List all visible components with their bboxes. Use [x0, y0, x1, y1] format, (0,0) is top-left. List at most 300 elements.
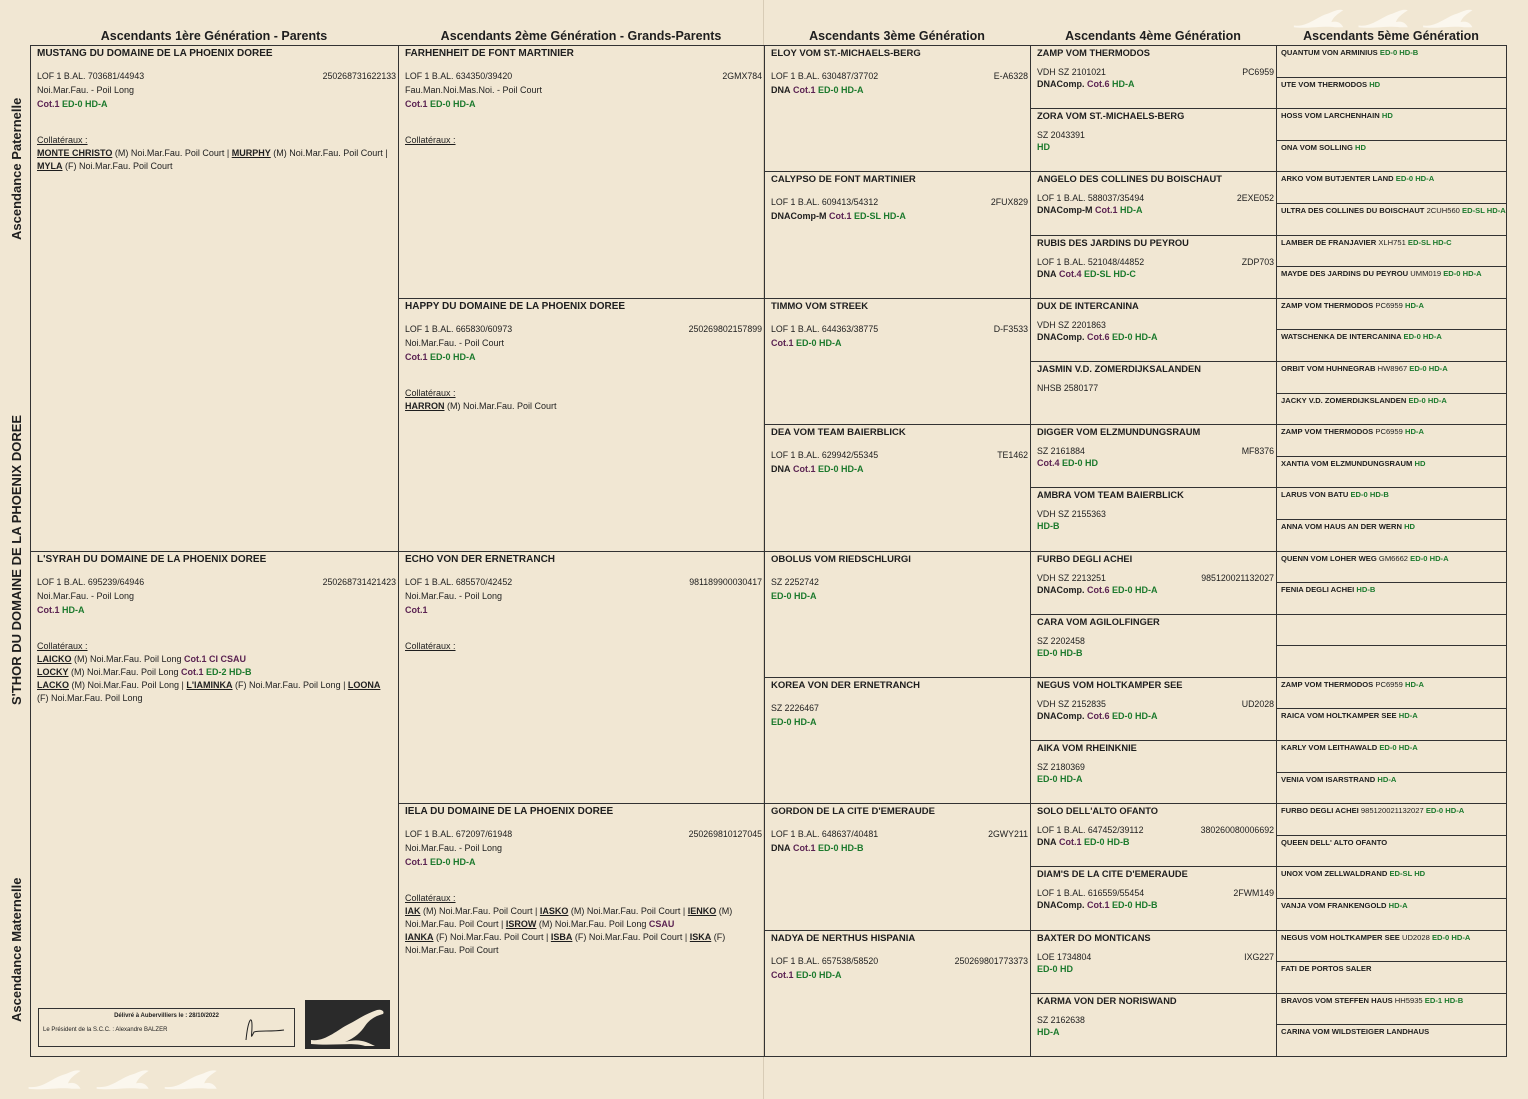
dog-name: QUANTUM VON ARMINIUS: [1281, 48, 1378, 57]
dog-name: FURBO DEGLI ACHEI: [1281, 806, 1359, 816]
dog-name: NEGUS VOM HOLTKAMPER SEE: [1281, 932, 1400, 942]
watermark-dog-icon: [25, 1058, 240, 1098]
gen5-cell: [1276, 961, 1507, 994]
identification-number: PC6959: [1375, 679, 1403, 689]
identification-number: 2FUX829: [990, 197, 1028, 208]
health-results: ED-0 HD-A: [1425, 806, 1465, 816]
identification-number: PC6959: [1375, 300, 1403, 310]
identification-number: UMM019: [1410, 269, 1442, 279]
health-line: [1037, 205, 1276, 215]
registration-row: [405, 324, 762, 334]
grandparent-cell: [398, 45, 765, 299]
health-results: ED-SL HD-C: [1407, 237, 1452, 247]
health-line: [1037, 900, 1276, 910]
dog-name: DEA VOM TEAM BAIERBLICK: [771, 427, 906, 439]
registration-number: LOF 1 B.AL. 588037/35494: [1037, 193, 1145, 204]
dog-name: ZAMP VOM THERMODOS: [1281, 427, 1374, 437]
ancestor-entry: [1281, 301, 1506, 310]
collaterals-label: Collatéraux :: [405, 135, 456, 145]
health-line: [1037, 1027, 1276, 1037]
gen5-cell: [1276, 898, 1507, 931]
gen5-cell: [1276, 551, 1507, 584]
gen4-cell: [1030, 361, 1277, 425]
health-line: [1037, 458, 1276, 468]
dog-name: CARA VOM AGILOLFINGER: [1037, 616, 1160, 627]
registration-row: [405, 71, 762, 81]
health-results: ED-0 HD-B: [1350, 490, 1389, 500]
collateral-name[interactable]: LACKO: [37, 679, 69, 690]
registration-row: [1037, 509, 1274, 519]
dog-name: FARHENHEIT DE FONT MARTINIER: [405, 48, 574, 59]
cotation: Cot.4: [1059, 268, 1082, 279]
collateral-name[interactable]: MYLA: [37, 161, 63, 171]
registration-number: VDH SZ 2101021: [1037, 67, 1106, 77]
dog-name: LAMBER DE FRANJAVIER: [1281, 237, 1377, 247]
collateral-name[interactable]: IAK: [405, 906, 421, 917]
dog-name: IELA DU DOMAINE DE LA PHOENIX DOREE: [405, 806, 614, 818]
gen4-cell: [1030, 866, 1277, 930]
registration-row: [1037, 952, 1274, 962]
cotation: Cot.4: [1037, 458, 1060, 469]
identification-number: PC6959: [1242, 67, 1274, 77]
gen5-cell: [1276, 424, 1507, 457]
gen3-cell: [764, 171, 1031, 298]
health-results: ED-0 HD-A: [430, 99, 476, 109]
registration-number: SZ 2202458: [1037, 635, 1085, 646]
registration-number: LOF 1 B.AL. 657538/58520: [771, 955, 879, 966]
identification-number: IXG227: [1244, 951, 1274, 962]
identification-number: 250268731622133: [322, 71, 396, 81]
delivery-date: Délivré à Aubervilliers le : 28/10/2022: [114, 1013, 219, 1019]
gen5-cell: [1276, 361, 1507, 394]
health-results: HD: [1381, 111, 1393, 121]
dog-name: QUENN VOM LOHER WEG: [1281, 553, 1377, 563]
dog-name: MUSTANG DU DOMAINE DE LA PHOENIX DOREE: [37, 48, 273, 59]
health-results: ED-0 HD: [1062, 458, 1099, 469]
registration-row: [1037, 1015, 1274, 1025]
identification-number: UD2028: [1241, 698, 1274, 709]
collateral-name[interactable]: HARRON: [405, 400, 445, 411]
registration-number: LOF 1 B.AL. 629942/55345: [771, 450, 879, 461]
dog-name: XANTIA VOM ELZMUNDUNGSRAUM: [1281, 458, 1413, 468]
collaterals-label: Collatéraux :: [37, 640, 88, 651]
dog-name: UNOX VOM ZELLWALDRAND: [1281, 869, 1388, 879]
dog-name: RAICA VOM HOLTKAMPER SEE: [1281, 711, 1397, 721]
health-results: ED-SL HD: [1389, 869, 1426, 879]
dog-name: ECHO VON DER ERNETRANCH: [405, 553, 556, 565]
collateral-name[interactable]: ISBA: [550, 932, 573, 943]
registration-row: [405, 577, 762, 587]
gen3-cell: [764, 45, 1031, 172]
collateral-name[interactable]: IASKO: [539, 906, 569, 917]
gen5-cell: [1276, 614, 1507, 647]
registration-row: [1037, 257, 1274, 267]
dna-label: DNA: [1037, 837, 1057, 848]
health-results: ED-0 HD-A: [818, 85, 864, 95]
registration-number: NHSB 2580177: [1037, 382, 1099, 393]
registration-row: [1037, 193, 1274, 203]
health-results: ED-0 HD-A: [1037, 774, 1083, 785]
cotation: Cot.6: [1087, 584, 1110, 595]
cotation: Cot.1: [405, 99, 428, 109]
gen3-cell: [764, 677, 1031, 804]
ancestor-entry: [1281, 332, 1506, 341]
gen4-cell: [1030, 298, 1277, 362]
identification-number: 2CUH560: [1426, 205, 1460, 215]
dog-name: DIGGER VOM ELZMUNDUNGSRAUM: [1037, 427, 1201, 438]
dog-name: BRAVOS VOM STEFFEN HAUS: [1281, 995, 1393, 1005]
color-coat: Noi.Mar.Fau. - Poil Long: [37, 85, 135, 95]
identification-number: ZDP703: [1241, 256, 1274, 267]
collateral-name[interactable]: ISROW: [505, 919, 537, 930]
ancestor-entry: [1281, 996, 1506, 1005]
health-results: ED-0 HD-A: [796, 337, 842, 348]
dog-name: KARLY VOM LEITHAWALD: [1281, 743, 1378, 753]
dog-name: BAXTER DO MONTICANS: [1037, 932, 1151, 943]
dog-name: RUBIS DES JARDINS DU PEYROU: [1037, 237, 1189, 248]
registration-row: [771, 956, 1028, 966]
health-line: [1037, 711, 1276, 721]
cotation: Cot.1: [771, 969, 794, 980]
health-line: [771, 338, 1030, 348]
registration-number: LOF 1 B.AL. 703681/44943: [37, 71, 145, 81]
health-results: HD-A: [1404, 427, 1424, 437]
gen4-cell: [1030, 740, 1277, 804]
registration-row: [771, 829, 1028, 839]
dog-name: DIAM'S DE LA CITE D'EMERAUDE: [1037, 869, 1188, 880]
identification-number: 250268731421423: [322, 576, 396, 587]
health-results: HD: [1404, 521, 1416, 531]
dog-name: ONA VOM SOLLING: [1281, 142, 1353, 152]
collateral-name[interactable]: LOCKY: [37, 666, 69, 677]
health-results: ED-0 HD-B: [1379, 48, 1419, 57]
registration-row: [771, 71, 1028, 81]
gen4-cell: [1030, 551, 1277, 615]
collateral-cotation: CSAU: [648, 919, 675, 930]
health-line: [771, 211, 1030, 221]
ancestor-entry: [1281, 680, 1506, 689]
dog-name: NEGUS VOM HOLTKAMPER SEE: [1037, 679, 1183, 690]
dog-name: JACKY V.D. ZOMERDIJKSLANDEN: [1281, 395, 1407, 405]
dog-name: CALYPSO DE FONT MARTINIER: [771, 174, 916, 186]
cotation: Cot.1: [771, 337, 794, 348]
gen5-cell: [1276, 203, 1507, 236]
dog-name: OBOLUS VOM RIEDSCHLURGI: [771, 553, 911, 565]
cotation: Cot.1: [1087, 900, 1110, 911]
registration-number: LOF 1 B.AL. 647452/39112: [1037, 825, 1144, 836]
cotation: Cot.1: [405, 351, 428, 362]
identification-number: HW8967: [1377, 363, 1408, 373]
ancestor-entry: [1281, 585, 1506, 594]
ancestor-entry: [1281, 143, 1506, 152]
dog-name: HAPPY DU DOMAINE DE LA PHOENIX DOREE: [405, 300, 626, 312]
health-line: [1037, 964, 1276, 974]
health-results: HD-A: [1120, 205, 1143, 216]
identification-number: 250269802157899: [688, 323, 762, 334]
gen4-cell: [1030, 677, 1277, 741]
health-results: ED-0 HD-A: [796, 969, 842, 980]
health-results: ED-0 HD-A: [818, 464, 864, 475]
ancestor-entry: [1281, 869, 1506, 878]
health-results: HD: [1037, 142, 1050, 153]
registration-number: SZ 2226467: [771, 702, 819, 713]
health-line: [771, 717, 1030, 727]
dog-name: HOSS VOM LARCHENHAIN: [1281, 111, 1380, 121]
collaterals-label: Collatéraux :: [405, 893, 456, 904]
dna-label: DNAComp-M: [771, 211, 827, 222]
gen5-cell: [1276, 108, 1507, 141]
dog-name: ZORA VOM ST.-MICHAELS-BERG: [1037, 111, 1185, 122]
identification-number: 380260080006692: [1200, 825, 1274, 836]
registration-row: [771, 577, 1028, 587]
collateral-name[interactable]: LOONA: [347, 679, 381, 690]
dog-name: SOLO DELL'ALTO OFANTO: [1037, 806, 1159, 817]
health-results: HD: [1354, 142, 1366, 152]
dna-label: DNAComp-M: [1037, 205, 1093, 216]
gen3-cell: [764, 424, 1031, 551]
registration-row: [1037, 888, 1274, 898]
collateral-name[interactable]: MONTE CHRISTO: [37, 148, 113, 158]
registration-row: [1037, 383, 1274, 393]
health-line: [405, 99, 764, 109]
identification-number: TE1462: [997, 450, 1028, 461]
dog-name: JASMIN V.D. ZOMERDIJKSALANDEN: [1037, 363, 1201, 374]
dog-name: VENIA VOM ISARSTRAND: [1281, 774, 1376, 784]
dog-name: LARUS VON BATU: [1281, 490, 1349, 500]
ancestor-entry: [1281, 364, 1506, 373]
gen4-cell: [1030, 803, 1277, 867]
gen5-cell: [1276, 772, 1507, 805]
color-coat: Noi.Mar.Fau. - Poil Court: [405, 337, 505, 348]
gen4-cell: [1030, 171, 1277, 235]
health-results: ED-0 HD-A: [771, 590, 817, 601]
collaterals-label: Collatéraux :: [405, 640, 456, 651]
health-results: HD-B: [1356, 585, 1376, 595]
identification-number: 2GMX784: [722, 71, 762, 81]
collaterals-list: IAK (M) Noi.Mar.Fau. Poil Court | IASKO (M) Noi.Mar.Fau. Poil Court | IENKO (M) Noi.Mar.Fau. Poil Court | ISROW (M) Noi.Mar.Fau. Poil Long CSAU IANKA (F) Noi.Mar.Fau. Poil Court | ISBA (F) Noi.Mar.Fau. Poil Court | ISKA (F) Noi.Mar.Fau. Poil Court: [405, 906, 733, 956]
dog-name: MAYDE DES JARDINS DU PEYROU: [1281, 269, 1409, 279]
dog-name: ULTRA DES COLLINES DU BOISCHAUT: [1281, 205, 1425, 215]
registration-row: [1037, 446, 1274, 456]
cotation: Cot.1: [405, 857, 428, 868]
registration-number: LOF 1 B.AL. 665830/60973: [405, 323, 513, 334]
identification-number: 985120021132027: [1201, 572, 1274, 583]
ancestor-entry: [1281, 206, 1506, 215]
registration-number: VDH SZ 2152835: [1037, 698, 1106, 709]
registration-number: SZ 2043391: [1037, 130, 1085, 141]
gen4-cell: [1030, 108, 1277, 172]
health-results: HD: [1414, 458, 1426, 468]
gen3-cell: [764, 930, 1031, 1057]
ancestor-entry: [1281, 48, 1506, 57]
registration-number: LOF 1 B.AL. 521048/44852: [1037, 256, 1145, 267]
dog-name: AMBRA VOM TEAM BAIERBLICK: [1037, 490, 1184, 501]
collaterals-list: HARRON (M) Noi.Mar.Fau. Poil Court: [405, 400, 557, 411]
health-line: [1037, 521, 1276, 531]
gen4-cell: [1030, 424, 1277, 488]
registration-row: [1037, 67, 1274, 77]
health-line: [405, 352, 764, 362]
health-line: [1037, 142, 1276, 152]
ancestor-entry: [1281, 806, 1506, 815]
registration-number: LOF 1 B.AL. 630487/37702: [771, 71, 879, 81]
dog-name: NADYA DE NERTHUS HISPANIA: [771, 932, 916, 944]
gen5-cell: [1276, 1024, 1507, 1057]
ancestor-entry: [1281, 238, 1506, 247]
ancestor-entry: [1281, 554, 1506, 563]
dog-name: L'SYRAH DU DOMAINE DE LA PHOENIX DOREE: [37, 553, 267, 565]
cotation: Cot.1: [405, 604, 428, 615]
health-results: ED-0 HD-A: [1112, 710, 1158, 721]
gen5-cell: [1276, 582, 1507, 615]
registration-row: [771, 703, 1028, 713]
collateral-name[interactable]: L'IAMINKA: [186, 679, 233, 690]
gen5-cell: [1276, 298, 1507, 331]
registration-number: LOF 1 B.AL. 672097/61948: [405, 829, 513, 840]
collaterals-label: Collatéraux :: [405, 387, 456, 398]
header-generation-1: Ascendants 1ère Génération - Parents: [100, 29, 328, 43]
health-results: ED-0 HD-A: [1379, 743, 1418, 753]
health-results: ED-SL HD-C: [1084, 268, 1136, 279]
identification-number: UD2028: [1401, 932, 1430, 942]
gen5-cell: [1276, 645, 1507, 678]
health-results: HD-A: [1037, 1026, 1060, 1037]
gen4-cell: [1030, 45, 1277, 109]
registration-row: [1037, 762, 1274, 772]
dog-name: TIMMO VOM STREEK: [771, 300, 869, 312]
identification-number: 250269801773373: [954, 955, 1028, 966]
dog-name: UTE VOM THERMODOS: [1281, 79, 1368, 89]
collateral-name[interactable]: IANKA: [405, 932, 434, 943]
health-line: [771, 85, 1030, 95]
cotation: Cot.1: [1095, 205, 1118, 216]
ancestor-entry: [1281, 427, 1506, 436]
collateral-name[interactable]: ISKA: [689, 932, 712, 943]
health-results: HD: [1369, 79, 1381, 89]
dna-label: DNA: [771, 85, 791, 95]
dog-name: WATSCHENKA DE INTERCANINA: [1281, 332, 1402, 342]
dna-label: DNAComp.: [1037, 900, 1085, 911]
cotation: Cot.6: [1087, 79, 1110, 89]
health-line: [771, 843, 1030, 853]
registration-row: [1037, 573, 1274, 583]
collateral-name[interactable]: MURPHY: [231, 148, 271, 158]
health-results: ED-0 HD-B: [818, 843, 864, 854]
dog-name: ORBIT VOM HUHNEGRAB: [1281, 363, 1376, 373]
health-line: [1037, 79, 1276, 89]
gen4-cell: [1030, 993, 1277, 1057]
collateral-name[interactable]: LAICKO: [37, 653, 72, 664]
gen5-cell: [1276, 487, 1507, 520]
registration-number: VDH SZ 2155363: [1037, 509, 1106, 520]
color-coat: Noi.Mar.Fau. - Poil Long: [405, 843, 503, 854]
collateral-health: ED-2 HD-B: [203, 666, 252, 677]
health-line: [1037, 585, 1276, 595]
dna-label: DNAComp.: [1037, 79, 1085, 89]
dog-name: GORDON DE LA CITE D'EMERAUDE: [771, 806, 935, 818]
watermark-dog-icon: [1285, 0, 1500, 34]
gen5-cell: [1276, 266, 1507, 299]
grandparent-cell: [398, 298, 765, 552]
identification-number: 985120021132027: [1360, 806, 1424, 816]
health-line: [405, 605, 764, 615]
signature: [240, 1010, 288, 1044]
registration-number: SZ 2161884: [1037, 446, 1085, 457]
registration-number: LOF 1 B.AL. 648637/40481: [771, 829, 879, 840]
gen5-cell: [1276, 803, 1507, 836]
registration-number: LOF 1 B.AL. 616559/55454: [1037, 888, 1145, 899]
dog-name: ARKO VOM BUTJENTER LAND: [1281, 174, 1394, 184]
registration-number: LOF 1 B.AL. 695239/64946: [37, 576, 145, 587]
ancestor-entry: [1281, 522, 1506, 531]
collaterals-list: MONTE CHRISTO (M) Noi.Mar.Fau. Poil Court | MURPHY (M) Noi.Mar.Fau. Poil Court | MYLA (F) Noi.Mar.Fau. Poil Court: [37, 148, 388, 171]
dna-label: DNA: [771, 843, 791, 854]
gen5-cell: [1276, 456, 1507, 489]
dog-name: ANNA VOM HAUS AN DER WERN: [1281, 521, 1402, 531]
health-line: [1037, 332, 1276, 342]
health-results: HD-A: [1398, 711, 1418, 721]
collateral-name[interactable]: IENKO: [687, 906, 717, 917]
gen4-cell: [1030, 235, 1277, 299]
gen5-cell: [1276, 930, 1507, 963]
registration-number: SZ 2252742: [771, 576, 819, 587]
registration-number: LOF 1 B.AL. 634350/39420: [405, 71, 513, 81]
dna-label: DNAComp.: [1037, 331, 1085, 342]
health-results: ED-0 HD-A: [1409, 363, 1448, 373]
health-results: ED-1 HD-B: [1424, 995, 1464, 1005]
cotation: Cot.1: [37, 99, 60, 109]
registration-row: [771, 450, 1028, 460]
dog-name: AIKA VOM RHEINKNIE: [1037, 743, 1137, 754]
ancestor-entry: [1281, 269, 1506, 278]
health-results: ED-0 HD-A: [430, 351, 476, 362]
collateral-cotation: Cot.1 CI CSAU: [184, 653, 247, 664]
gen5-cell: [1276, 329, 1507, 362]
gen5-cell: [1276, 140, 1507, 173]
identification-number: PC6959: [1375, 427, 1403, 437]
gen5-cell: [1276, 993, 1507, 1026]
ancestor-entry: [1281, 743, 1506, 752]
health-results: ED-0 HD-A: [1395, 174, 1435, 184]
registration-number: LOF 1 B.AL. 644363/38775: [771, 323, 879, 334]
identification-number: XLH751: [1378, 237, 1406, 247]
cotation: Cot.1: [793, 843, 816, 854]
health-results: ED-0 HD-A: [1410, 553, 1449, 563]
ancestor-entry: [1281, 490, 1506, 499]
registration-row: [405, 829, 762, 839]
side-label-dog-name: S'THOR DU DOMAINE DE LA PHOENIX DOREE: [9, 414, 24, 705]
gen5-cell: [1276, 45, 1507, 78]
dog-name: FENIA DEGLI ACHEI: [1281, 585, 1355, 595]
dog-name: FATI DE PORTOS SALER: [1281, 964, 1372, 974]
color-coat: Fau.Man.Noi.Mas.Noi. - Poil Court: [405, 85, 543, 95]
health-line: [37, 99, 398, 109]
health-line: [771, 970, 1030, 980]
registration-number: VDH SZ 2201863: [1037, 319, 1106, 330]
health-results: ED-0 HD-A: [62, 99, 108, 109]
grandparent-cell: [398, 803, 765, 1057]
health-line: [1037, 837, 1276, 847]
gen4-cell: [1030, 614, 1277, 678]
cotation: Cot.1: [37, 604, 60, 615]
dog-name: FURBO DEGLI ACHEI: [1037, 553, 1133, 564]
dog-name: ANGELO DES COLLINES DU BOISCHAUT: [1037, 174, 1222, 185]
gen5-cell: [1276, 708, 1507, 741]
president-name: Le Président de la S.C.C. : Alexandre BALZER: [43, 1027, 168, 1033]
registration-number: VDH SZ 2213251: [1037, 572, 1106, 583]
health-results: ED-0 HD: [1037, 963, 1074, 974]
cotation: Cot.1: [829, 211, 852, 222]
